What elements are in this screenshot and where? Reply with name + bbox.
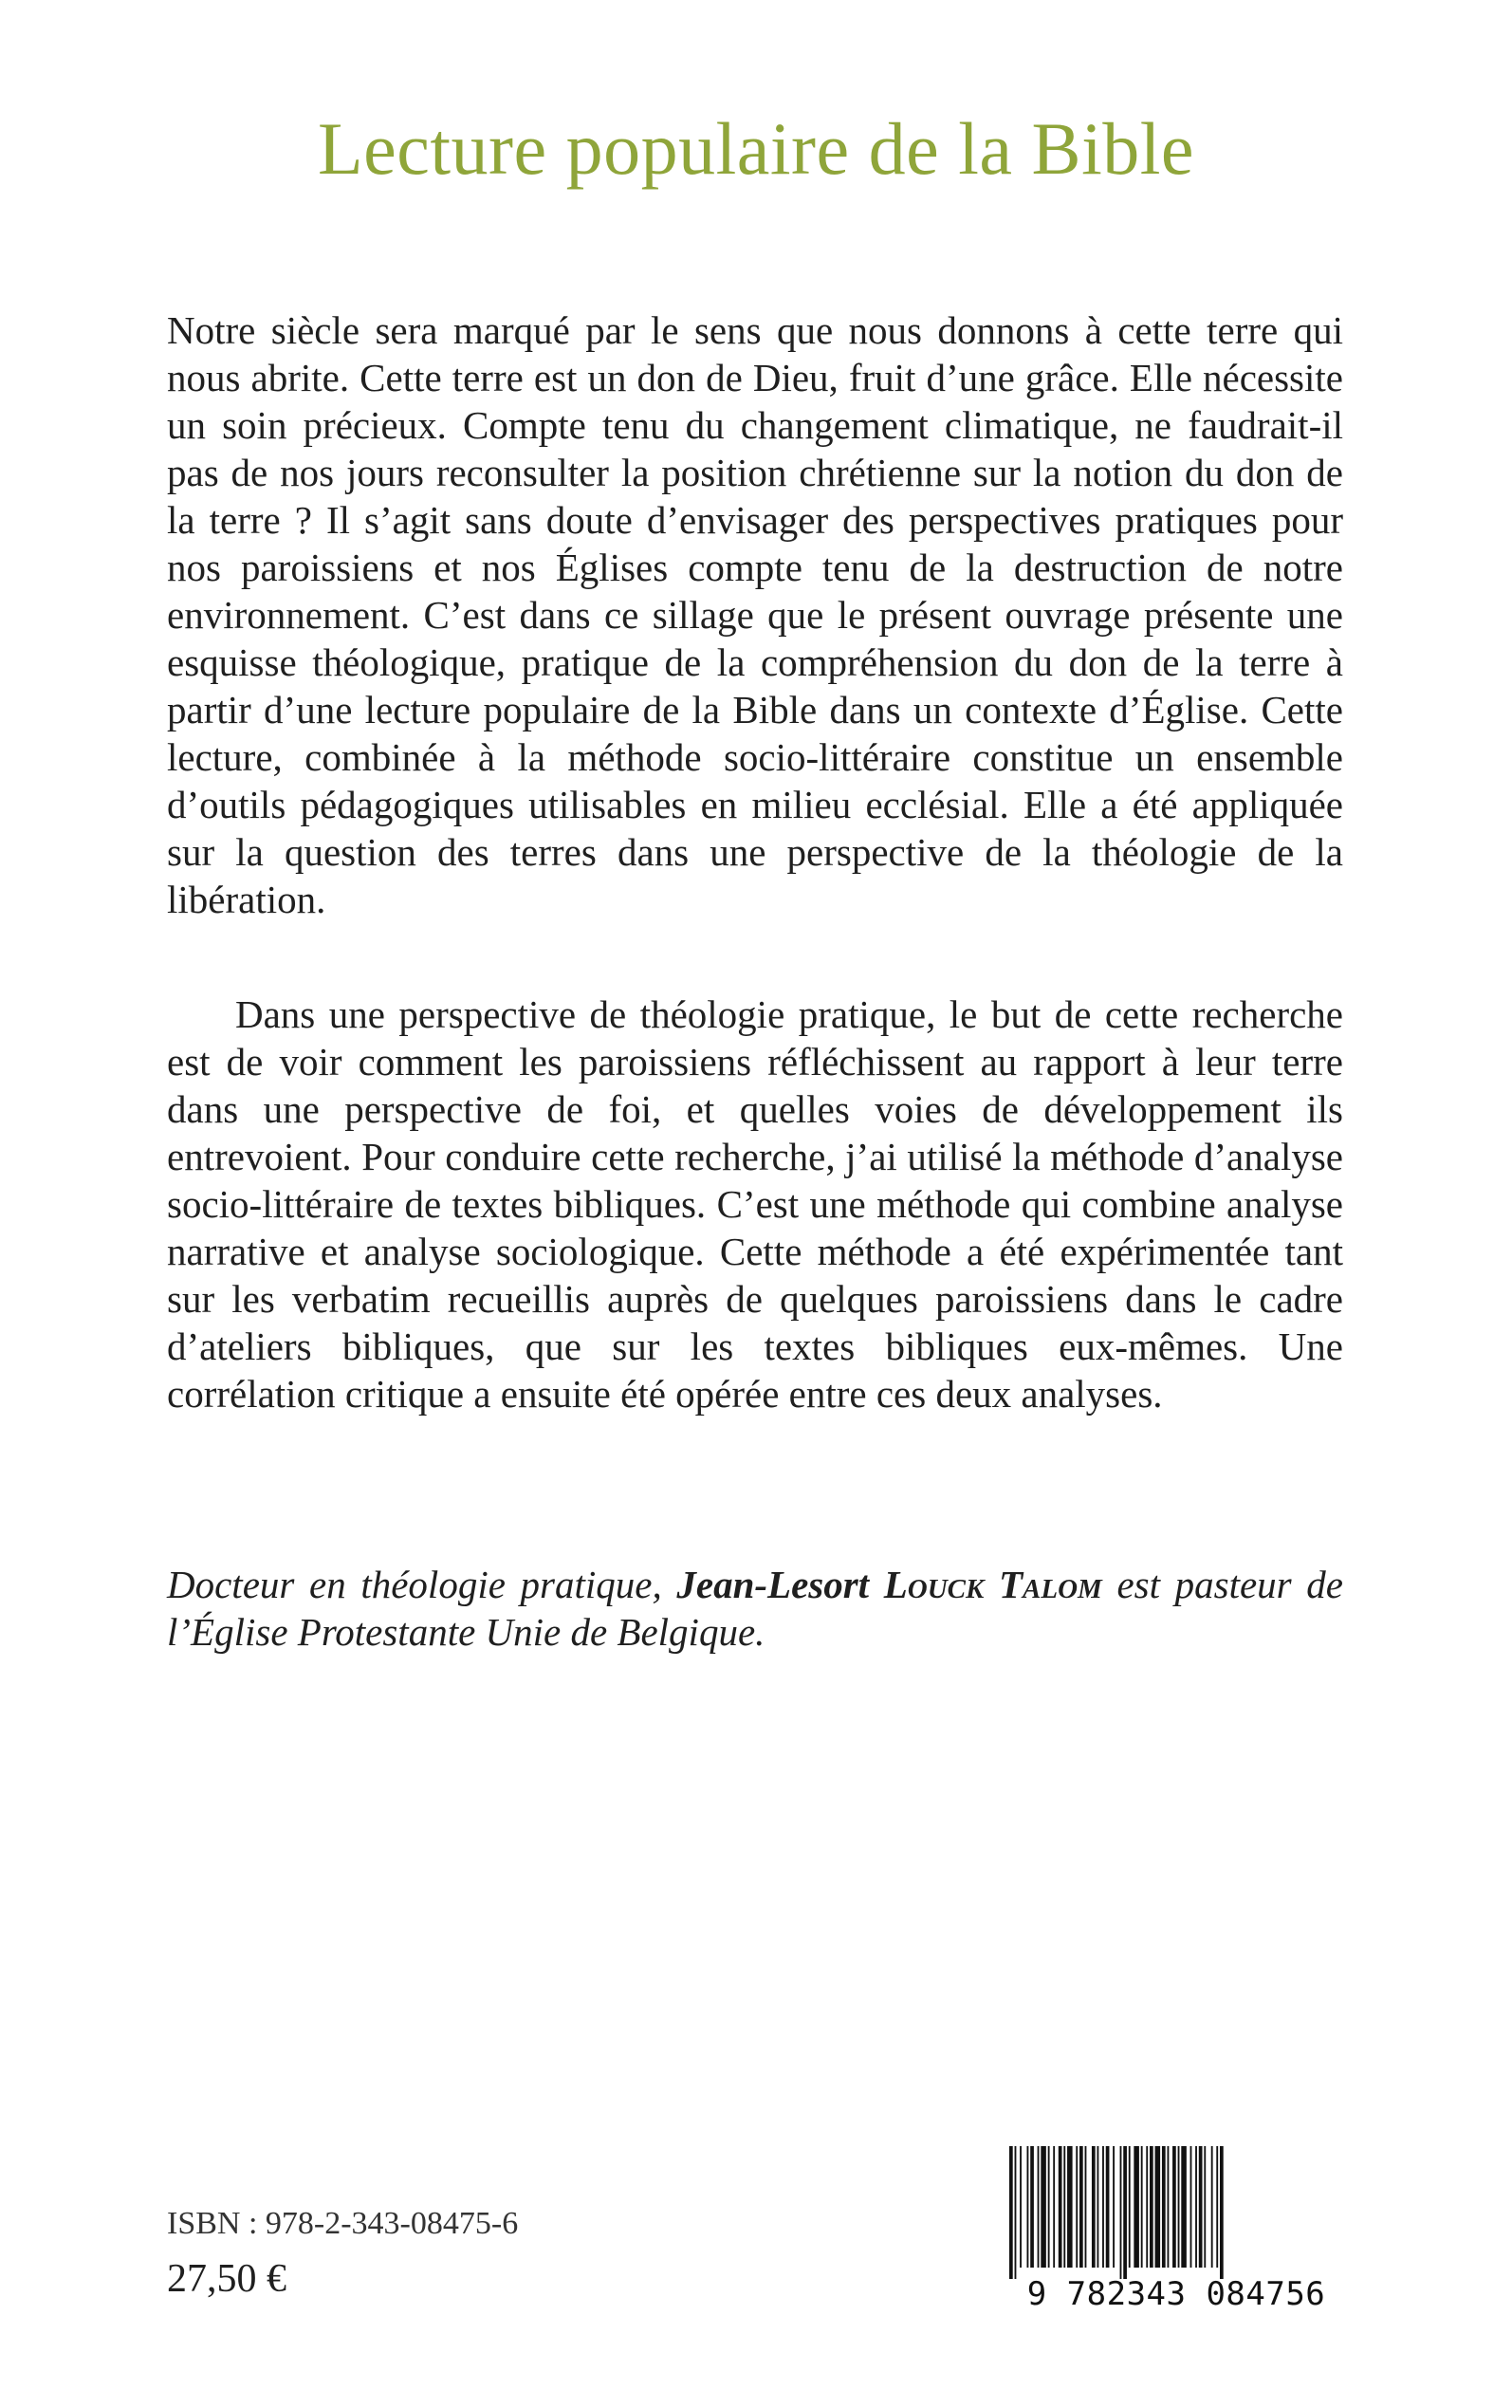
barcode-bar: [1015, 2146, 1017, 2279]
barcode-bar: [1076, 2146, 1078, 2268]
barcode-bar: [1168, 2146, 1170, 2268]
barcode-bar: [1059, 2146, 1062, 2268]
barcode-bar: [1113, 2146, 1115, 2268]
author-first-name: Jean-Lesort: [676, 1563, 884, 1606]
barcode-bar: [1134, 2146, 1139, 2268]
barcode-bar: [1195, 2146, 1197, 2268]
barcode-bar: [1041, 2146, 1046, 2268]
barcode-bar: [1085, 2146, 1087, 2268]
barcode: [1004, 2146, 1349, 2317]
barcode-bar: [1020, 2146, 1022, 2268]
barcode-bar: [1102, 2146, 1104, 2268]
summary-paragraph-2: Dans une perspective de théologie pratique, le but de cette recherche est de voir comment les paroissiens réfléchissent au rapport à leur terre dans une perspective de foi, et quelles voies de développement ils entrevoient. Pour conduire cette recherche, j’ai utilisé la méthode d’analyse socio-littéraire de textes bibliques. C’est une méthode qui combine analyse narrative et analyse sociologique. Cette méthode a été expérimentée tant sur les verbatim recueillis auprès de quelques paroissiens dans le cadre d’ateliers bibliques, que sur les textes bibliques eux-mêmes. Une corrélation critique a ensuite été opérée entre ces deux analyses.: [167, 992, 1343, 1416]
barcode-bar: [1204, 2146, 1206, 2268]
author-note-suffix: est pasteur de l’Église Protestante Unie de Belgique.: [167, 1563, 1343, 1654]
summary-paragraph-1: Notre siècle sera marqué par le sens que nous donnons à cette terre qui nous abrite. Cette terre est un don de Dieu, fruit d’une grâce. Elle nécessite un soin précieux. Compte tenu du changement climatique, ne faudrait-il pas de nos jours reconsulter la position chrétienne sur la notion du don de la terre ? Il s’agit sans doute d’envisager des perspectives pratiques pour nos paroissiens et nos Églises compte tenu de la destruction de notre environnement. C’est dans ce sillage que le présent ouvrage présente une esquisse théologique, pratique de la compréhension du don de la terre à partir d’une lecture populaire de la Bible dans un contexte d’Église. Cette lecture, combinée à la méthode socio-littéraire constitue un ensemble d’outils pédagogiques utilisables en milieu ecclésial. Elle a été appliquée sur la question des terres dans une perspective de la théologie de la libération.: [167, 308, 1343, 921]
barcode-bar: [1181, 2146, 1187, 2268]
barcode-bar: [1155, 2146, 1161, 2268]
book-title: Lecture populaire de la Bible: [317, 107, 1195, 190]
barcode-bar: [1216, 2146, 1218, 2268]
author-note-prefix: Docteur en théologie pratique,: [167, 1563, 677, 1606]
barcode-bar: [1027, 2146, 1029, 2268]
barcode-bar: [1092, 2146, 1096, 2268]
barcode-bar: [1146, 2146, 1148, 2268]
price-label: 27,50 €: [167, 2257, 286, 2301]
barcode-bar: [1123, 2146, 1127, 2279]
barcode-bar: [1038, 2146, 1040, 2268]
barcode-bar: [1199, 2146, 1203, 2268]
barcode-bar: [1178, 2146, 1180, 2268]
barcode-bar: [1162, 2146, 1166, 2268]
barcode-bar: [1106, 2146, 1110, 2268]
barcode-bar: [1220, 2146, 1224, 2279]
barcode-bar: [1141, 2146, 1143, 2268]
author-last-name: Louck Talom: [883, 1563, 1102, 1606]
barcode-bar: [1053, 2146, 1055, 2268]
barcode-bar: [1048, 2146, 1050, 2268]
barcode-bar: [1190, 2146, 1192, 2268]
barcode-bar: [1009, 2146, 1013, 2279]
barcode-bar: [1150, 2146, 1153, 2268]
barcode-bar: [1129, 2146, 1131, 2268]
isbn-label: ISBN : 978-2-343-08475-6: [167, 2206, 519, 2241]
barcode-bar: [1079, 2146, 1083, 2268]
barcode-bar: [1097, 2146, 1099, 2268]
barcode-bar: [1030, 2146, 1034, 2268]
barcode-bars: [1004, 2146, 1349, 2279]
barcode-bar: [1063, 2146, 1065, 2268]
barcode-bar: [1067, 2146, 1073, 2268]
barcode-bar: [1211, 2146, 1213, 2268]
barcode-bar: [1120, 2146, 1122, 2279]
barcode-bar: [1172, 2146, 1176, 2268]
barcode-digits: 9 782343 084756: [1026, 2275, 1326, 2313]
author-note: [167, 1561, 1343, 1656]
